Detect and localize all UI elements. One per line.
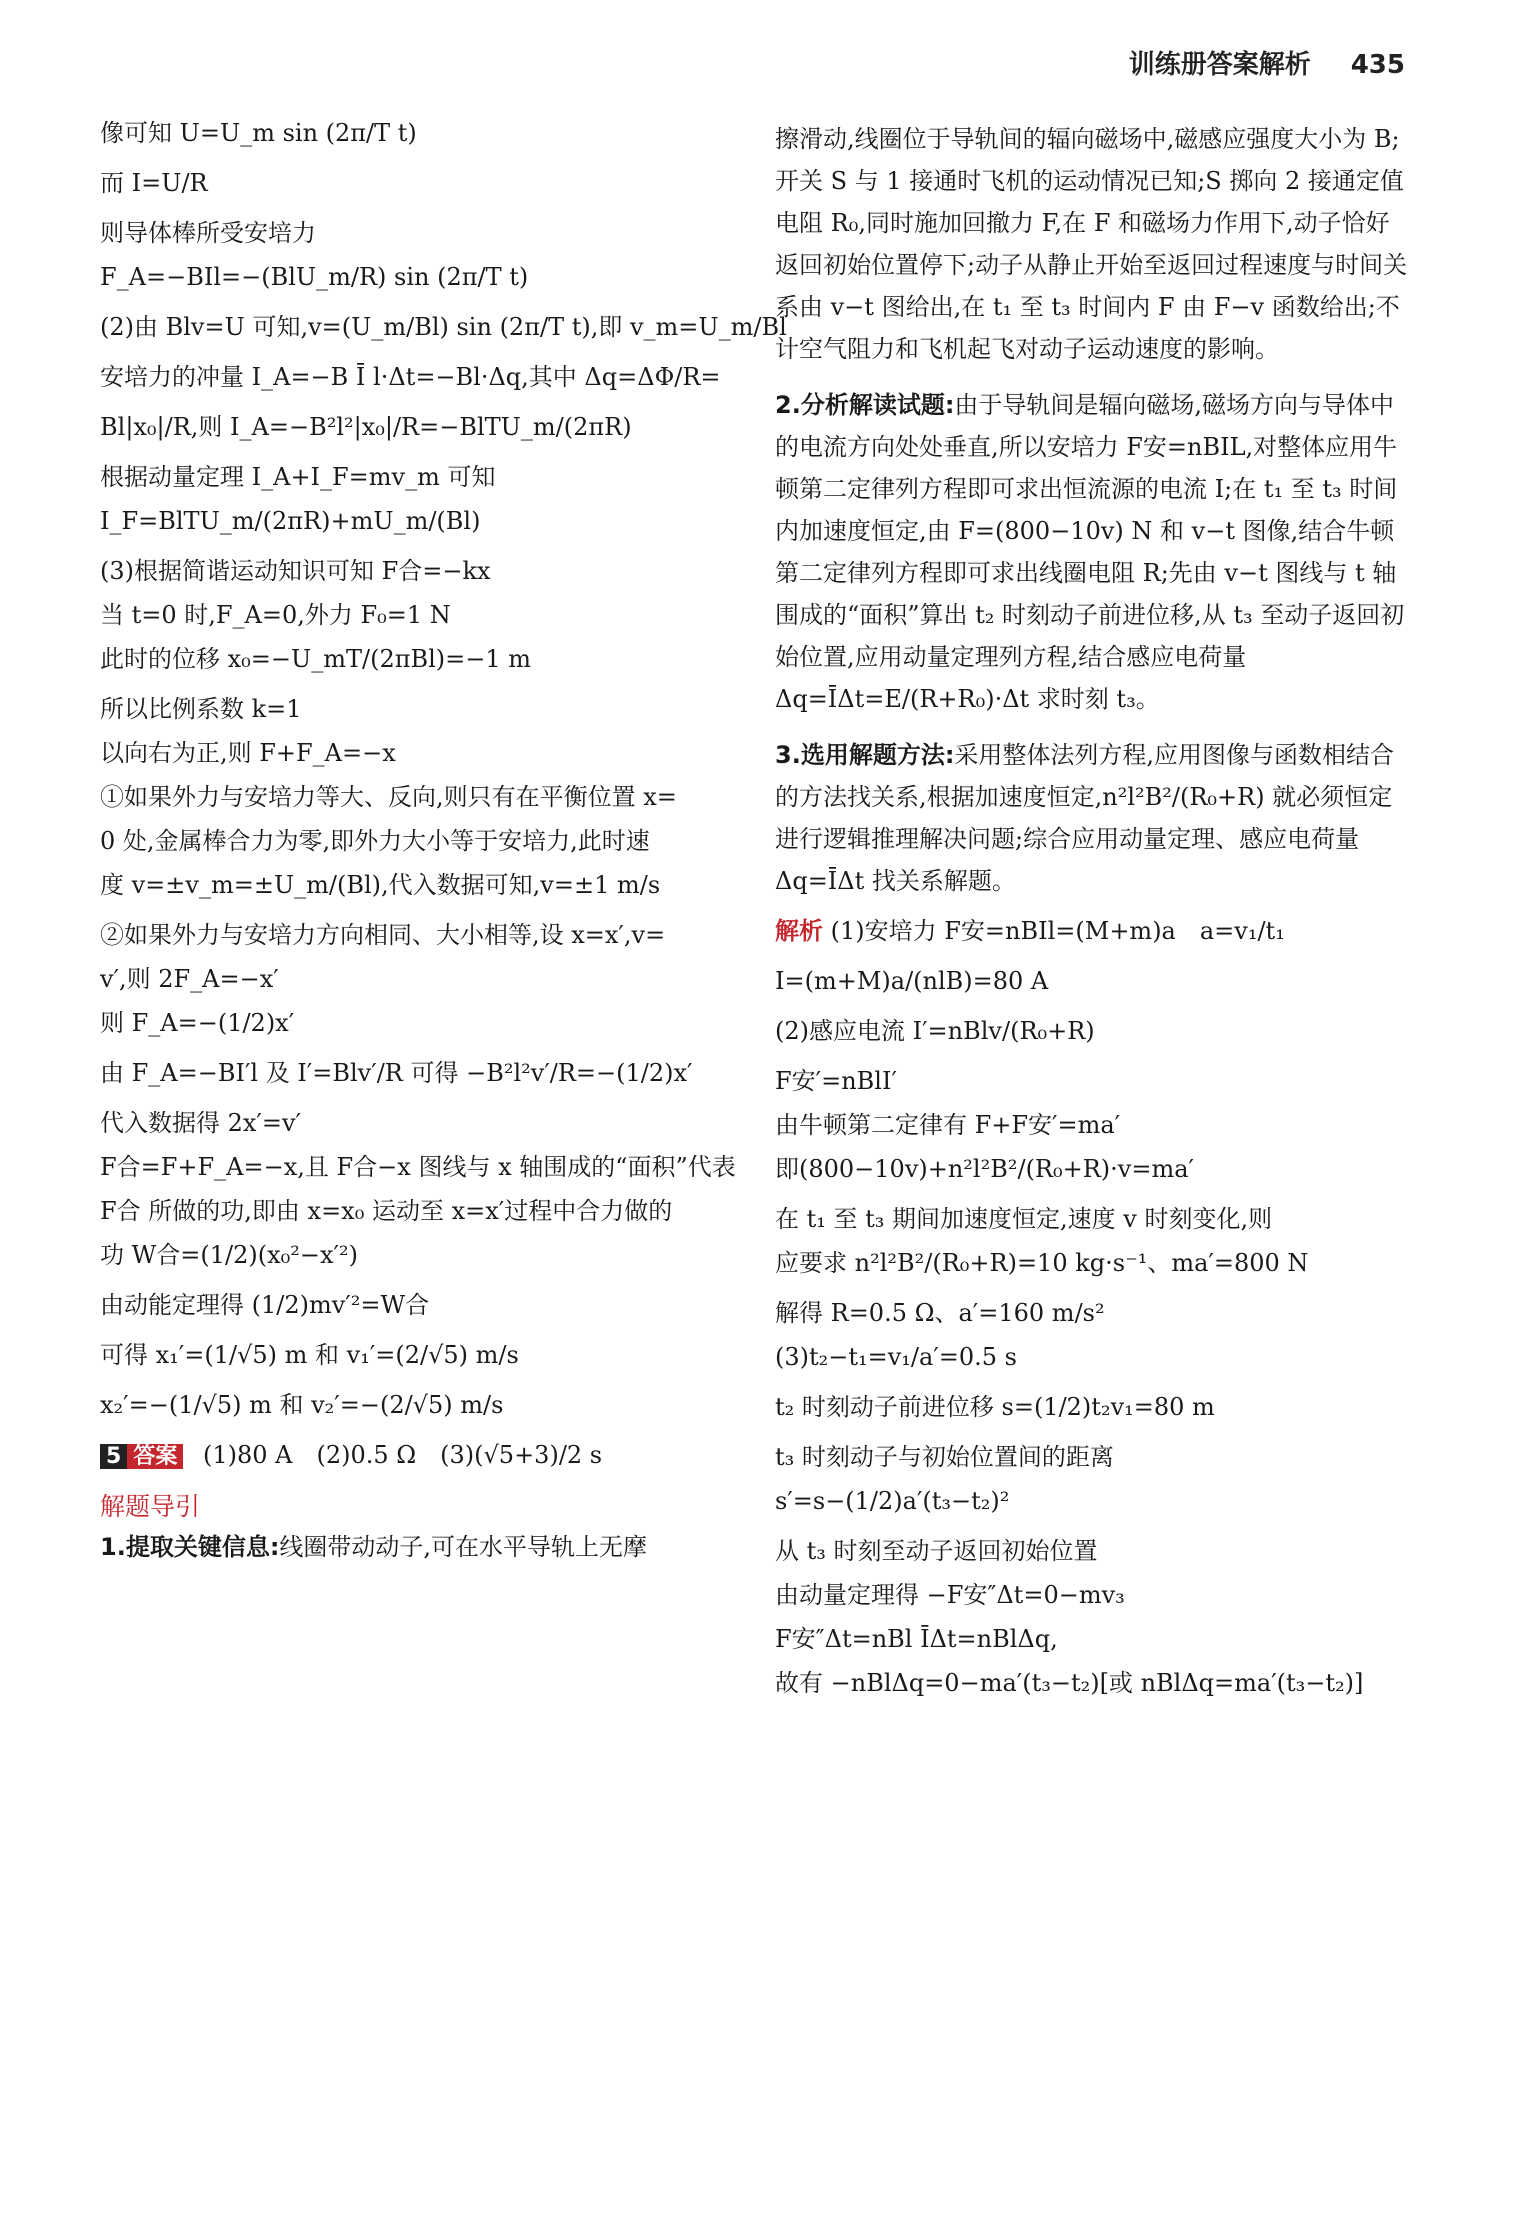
text-line: 即(800−10v)+n²l²B²/(R₀+R)·v=ma′ — [775, 1155, 1194, 1183]
text-line: v′,则 2F_A=−x′ — [100, 965, 279, 993]
text-line: I=(m+M)a/(nlB)=80 A — [775, 967, 1049, 995]
guide-item-1 — [100, 1532, 720, 1562]
text-line: 功 W合=(1/2)(x₀²−x′²) — [100, 1241, 358, 1269]
guide-item-2-text: 由于导轨间是辐向磁场,磁场方向与导体中的电流方向处处垂直,所以安培力 F安=nBIL,对整体应用牛顿第二定律列方程即可求出恒流源的电流 I;在 t₁ 至 t₃ 时间内加速度恒定,由 F=(800−10v) N 和 v−t 图像,结合牛顿第二定律列方程即可求出线圈电阻 R;先由 v−t 图线与 t 轴围成的“面积”算出 t₂ 时刻动子前进位移,从 t₃ 至动子返回初始位置,应用动量定理列方程,结合感应电荷量 Δq=ĪΔt=E/(R+R₀)·Δt 求时刻 t₃。 — [775, 391, 1405, 713]
header-title: 训练册答案解析 — [1128, 50, 1311, 80]
guide-item-3 — [775, 734, 1410, 902]
answer-badge — [100, 1442, 183, 1472]
text-line: 代入数据得 2x′=v′ — [100, 1109, 301, 1137]
text-line: 应要求 n²l²B²/(R₀+R)=10 kg·s⁻¹、ma′=800 N — [775, 1249, 1309, 1277]
text-line: 由动量定理得 −F安″Δt=0−mv₃ — [775, 1581, 1125, 1609]
page-header — [1129, 44, 1405, 81]
text-line: 可得 x₁′=(1/√5) m 和 v₁′=(2/√5) m/s — [100, 1341, 519, 1369]
text-line: (2)由 Blv=U 可知,v=(U_m/Bl) sin (2π/T t),即 v_m=U_m/Bl — [100, 313, 787, 341]
solution-line — [775, 916, 1410, 946]
text-line: F安″Δt=nBl ĪΔt=nBlΔq, — [775, 1625, 1058, 1653]
text-line: 而 I=U/R — [100, 169, 208, 197]
text-line: (3)t₂−t₁=v₁/a′=0.5 s — [775, 1343, 1017, 1371]
text-line: 当 t=0 时,F_A=0,外力 F₀=1 N — [100, 601, 451, 629]
answer-number: 5 — [100, 1444, 127, 1469]
text-line: 安培力的冲量 I_A=−B Ī l·Δt=−Bl·Δq,其中 Δq=ΔΦ/R= — [100, 363, 721, 391]
text-line: t₂ 时刻动子前进位移 s=(1/2)t₂v₁=80 m — [775, 1393, 1215, 1421]
text-line: 解得 R=0.5 Ω、a′=160 m/s² — [775, 1299, 1105, 1327]
text-line: 以向右为正,则 F+F_A=−x — [100, 739, 396, 767]
text-line: 由动能定理得 (1/2)mv′²=W合 — [100, 1291, 430, 1319]
answer-line — [100, 1440, 720, 1472]
text-line: F合 所做的功,即由 x=x₀ 运动至 x=x′过程中合力做的 — [100, 1197, 673, 1225]
text-line: (3)根据简谐运动知识可知 F合=−kx — [100, 557, 491, 585]
text-line: 由牛顿第二定律有 F+F安′=ma′ — [775, 1111, 1121, 1139]
guide-item-2-label: 2.分析解读试题: — [775, 391, 955, 419]
right-paragraph-1: 擦滑动,线圈位于导轨间的辐向磁场中,磁感应强度大小为 B;开关 S 与 1 接通时飞机的运动情况已知;S 掷向 2 接通定值电阻 R₀,同时施加回撤力 F,在 F 和磁场力作用下,动子恰好返回初始位置停下;动子从静止开始至返回过程速度与时间关系由 v−t 图给出,在 t₁ 至 t₃ 时间内 F 由 F−v 函数给出;不计空气阻力和飞机起飞对动子运动速度的影响。 — [775, 125, 1408, 363]
guide-item-1-label: 1.提取关键信息: — [100, 1532, 280, 1561]
solution-label: 解析 — [775, 917, 823, 945]
text-line: 根据动量定理 I_A+I_F=mv_m 可知 — [100, 463, 496, 491]
page-number: 435 — [1350, 50, 1405, 80]
text-line: 像可知 U=U_m sin (2π/T t) — [100, 119, 417, 147]
text-line: F安′=nBlI′ — [775, 1067, 897, 1095]
answer-label: 答案 — [127, 1444, 183, 1469]
text-line: x₂′=−(1/√5) m 和 v₂′=−(2/√5) m/s — [100, 1391, 504, 1419]
text-line: ①如果外力与安培力等大、反向,则只有在平衡位置 x= — [100, 783, 677, 811]
left-column — [100, 118, 787, 1576]
text-line: 所以比例系数 k=1 — [100, 695, 302, 723]
text-line: ②如果外力与安培力方向相同、大小相等,设 x=x′,v= — [100, 921, 666, 949]
text-line: (2)感应电流 I′=nBlv/(R₀+R) — [775, 1017, 1095, 1045]
right-column — [775, 118, 1410, 1712]
guide-title: 解题导引 — [100, 1491, 201, 1521]
guide-item-3-text: 采用整体法列方程,应用图像与函数相结合的方法找关系,根据加速度恒定,n²l²B²/(R₀+R) 就必须恒定进行逻辑推理解决问题;综合应用动量定理、感应电荷量 Δq=ĪΔt 找关系解题。 — [775, 741, 1395, 895]
text-line: 此时的位移 x₀=−U_mT/(2πBl)=−1 m — [100, 645, 532, 673]
text-line: Bl|x₀|/R,则 I_A=−B²l²|x₀|/R=−BlTU_m/(2πR) — [100, 413, 632, 441]
text-line: t₃ 时刻动子与初始位置间的距离 — [775, 1443, 1114, 1471]
text-line: 则 F_A=−(1/2)x′ — [100, 1009, 295, 1037]
text-line: 0 处,金属棒合力为零,即外力大小等于安培力,此时速 — [100, 827, 650, 855]
guide-item-2 — [775, 384, 1410, 720]
text-line: 由 F_A=−BI′l 及 I′=Blv′/R 可得 −B²l²v′/R=−(1/2)x′ — [100, 1059, 693, 1087]
answer-text: (1)80 A (2)0.5 Ω (3)(√5+3)/2 s — [202, 1441, 603, 1469]
guide-item-1-text: 线圈带动动子,可在水平导轨上无摩 — [279, 1532, 648, 1561]
text-line: I_F=BlTU_m/(2πR)+mU_m/(Bl) — [100, 507, 481, 535]
text-line: 在 t₁ 至 t₃ 期间加速度恒定,速度 v 时刻变化,则 — [775, 1205, 1273, 1233]
text-line: 故有 −nBlΔq=0−ma′(t₃−t₂)[或 nBlΔq=ma′(t₃−t₂)] — [775, 1669, 1364, 1697]
text-line: 度 v=±v_m=±U_m/(Bl),代入数据可知,v=±1 m/s — [100, 871, 661, 899]
text-line: s′=s−(1/2)a′(t₃−t₂)² — [775, 1487, 1010, 1515]
text-line: F合=F+F_A=−x,且 F合−x 图线与 x 轴围成的“面积”代表 — [100, 1153, 736, 1181]
text-line: (1)安培力 F安=nBIl=(M+m)a a=v₁/t₁ — [830, 917, 1285, 945]
text-line: 则导体棒所受安培力 — [100, 219, 316, 247]
text-line: 从 t₃ 时刻至动子返回初始位置 — [775, 1537, 1098, 1565]
guide-item-3-label: 3.选用解题方法: — [775, 741, 955, 769]
text-line: F_A=−BIl=−(BlU_m/R) sin (2π/T t) — [100, 263, 529, 291]
